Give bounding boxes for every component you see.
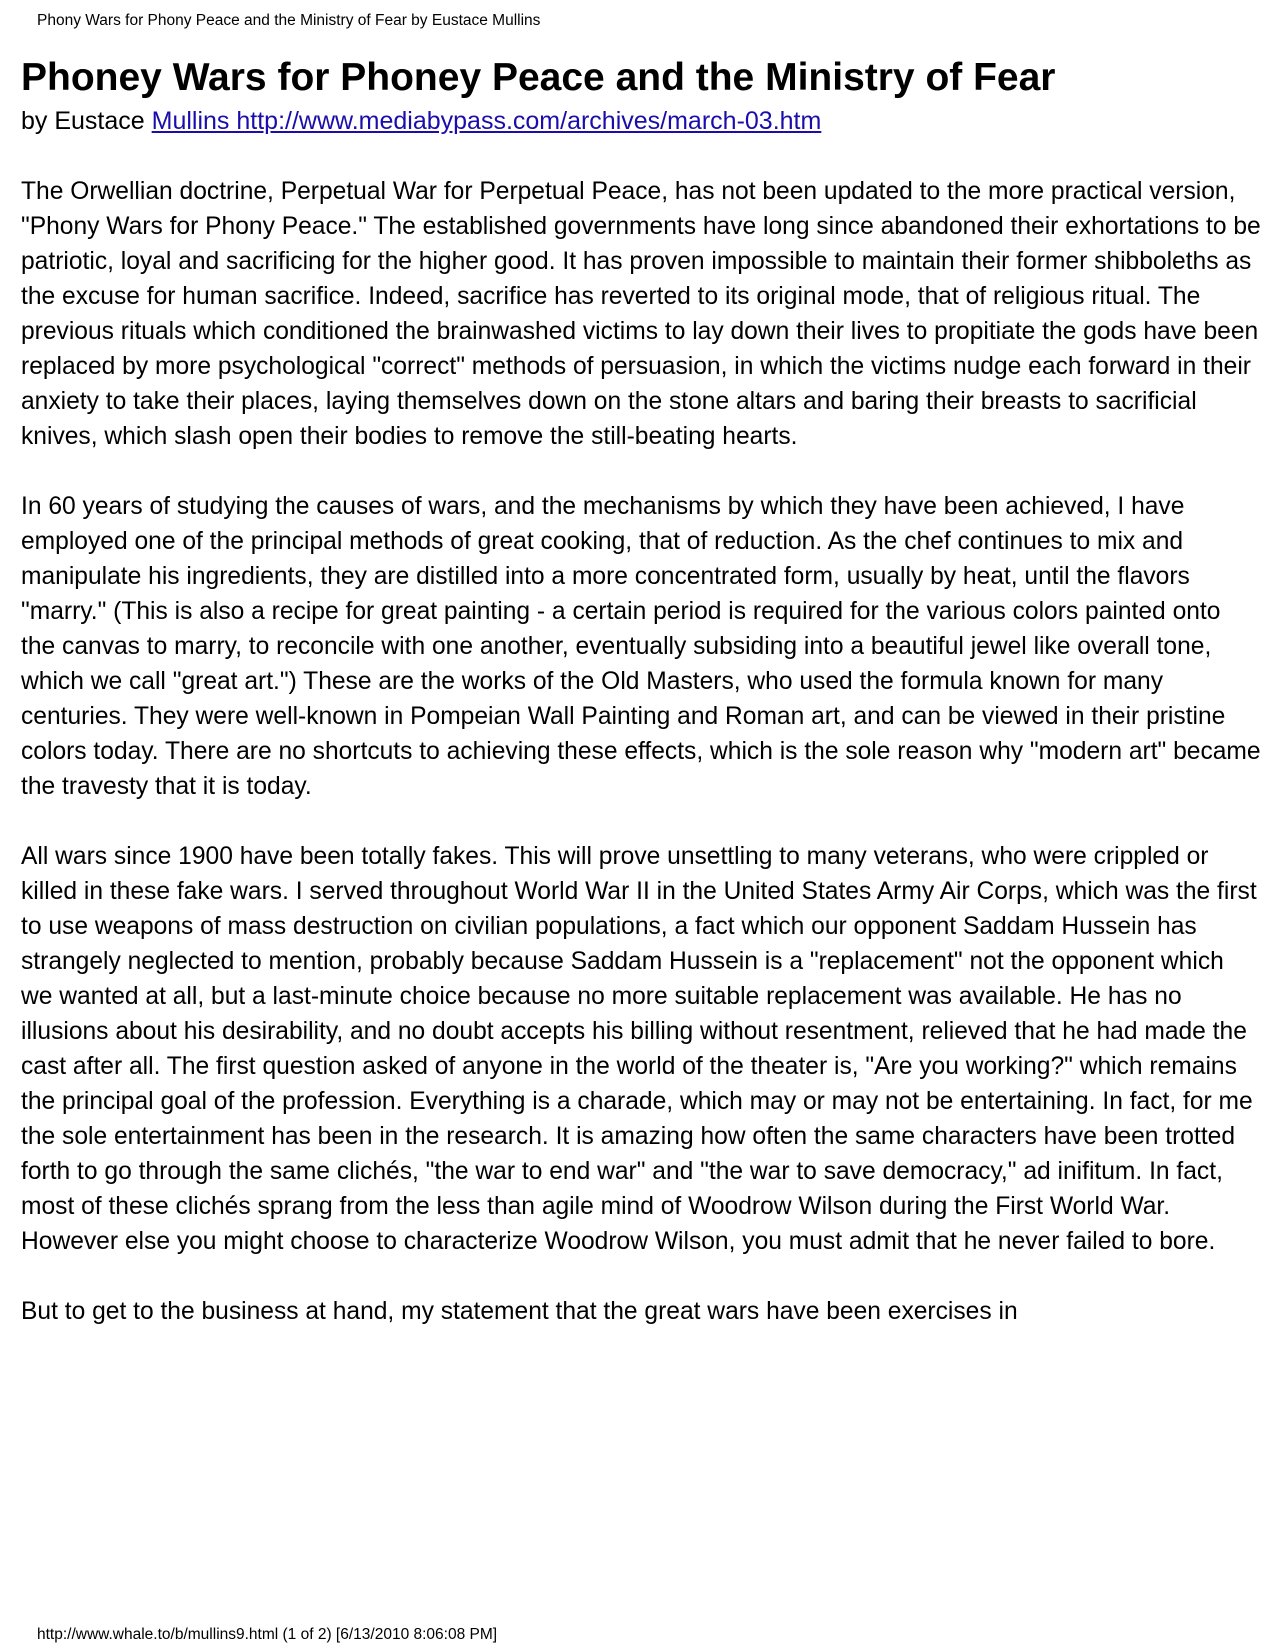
byline-prefix: by Eustace bbox=[21, 107, 145, 135]
article-body bbox=[21, 174, 1261, 1329]
byline bbox=[21, 104, 1261, 138]
running-footer: http://www.whale.to/b/mullins9.html (1 of 2) [6/13/2010 8:06:08 PM] bbox=[37, 1626, 498, 1643]
running-header: Phony Wars for Phony Peace and the Ministry of Fear by Eustace Mullins bbox=[37, 12, 541, 29]
article bbox=[21, 52, 1261, 1364]
paragraph-4: But to get to the business at hand, my statement that the great wars have been exercises in bbox=[21, 1298, 1018, 1325]
byline-source-link[interactable]: Mullins http://www.mediabypass.com/archives/march-03.htm bbox=[151, 107, 822, 135]
paragraph-2: In 60 years of studying the causes of wars, and the mechanisms by which they have been achieved, I have employed one of the principal methods of great cooking, that of reduction. As the chef continues to mix and manipulate his ingredients, they are distilled into a more concentrated form, usually by heat, until the flavors "marry." (This is also a recipe for great painting - a certain period is required for the various colors painted onto the canvas to marry, to reconcile with one another, eventually subsiding into a beautiful jewel like overall tone, which we call "great art.") These are the works of the Old Masters, who used the formula known for many centuries. They were well-known in Pompeian Wall Painting and Roman art, and can be viewed in their pristine colors today. There are no shortcuts to achieving these effects, which is the sole reason why "modern art" became the travesty that it is today. bbox=[21, 493, 1261, 800]
paragraph-3: All wars since 1900 have been totally fakes. This will prove unsettling to many veterans, who were crippled or killed in these fake wars. I served throughout World War II in the United States Army Air Corps, which was the first to use weapons of mass destruction on civilian populations, a fact which our opponent Saddam Hussein has strangely neglected to mention, probably because Saddam Hussein is a "replacement" not the opponent which we wanted at all, but a last-minute choice because no more suitable replacement was available. He has no illusions about his desirability, and no doubt accepts his billing without resentment, relieved that he had made the cast after all. The first question asked of anyone in the world of the theater is, "Are you working?" which remains the principal goal of the profession. Everything is a charade, which may or may not be entertaining. In fact, for me the sole entertainment has been in the research. It is amazing how often the same characters have been trotted forth to go through the same clichés, "the war to end war" and "the war to save democracy," ad inifitum. In fact, most of these clichés sprang from the less than agile mind of Woodrow Wilson during the First World War. However else you might choose to characterize Woodrow Wilson, you must admit that he never failed to bore. bbox=[21, 843, 1257, 1255]
article-title: Phoney Wars for Phoney Peace and the Ministry of Fear bbox=[21, 56, 1056, 99]
paragraph-1: The Orwellian doctrine, Perpetual War for Perpetual Peace, has not been updated to the more practical version, "Phony Wars for Phony Peace." The established governments have long since abandoned their exhortations to be patriotic, loyal and sacrificing for the higher good. It has proven impossible to maintain their former shibboleths as the excuse for human sacrifice. Indeed, sacrifice has reverted to its original mode, that of religious ritual. The previous rituals which conditioned the brainwashed victims to lay down their lives to propitiate the gods have been replaced by more psychological "correct" methods of persuasion, in which the victims nudge each forward in their anxiety to take their places, laying themselves down on the stone altars and baring their breasts to sacrificial knives, which slash open their bodies to remove the still-beating hearts. bbox=[21, 178, 1261, 450]
